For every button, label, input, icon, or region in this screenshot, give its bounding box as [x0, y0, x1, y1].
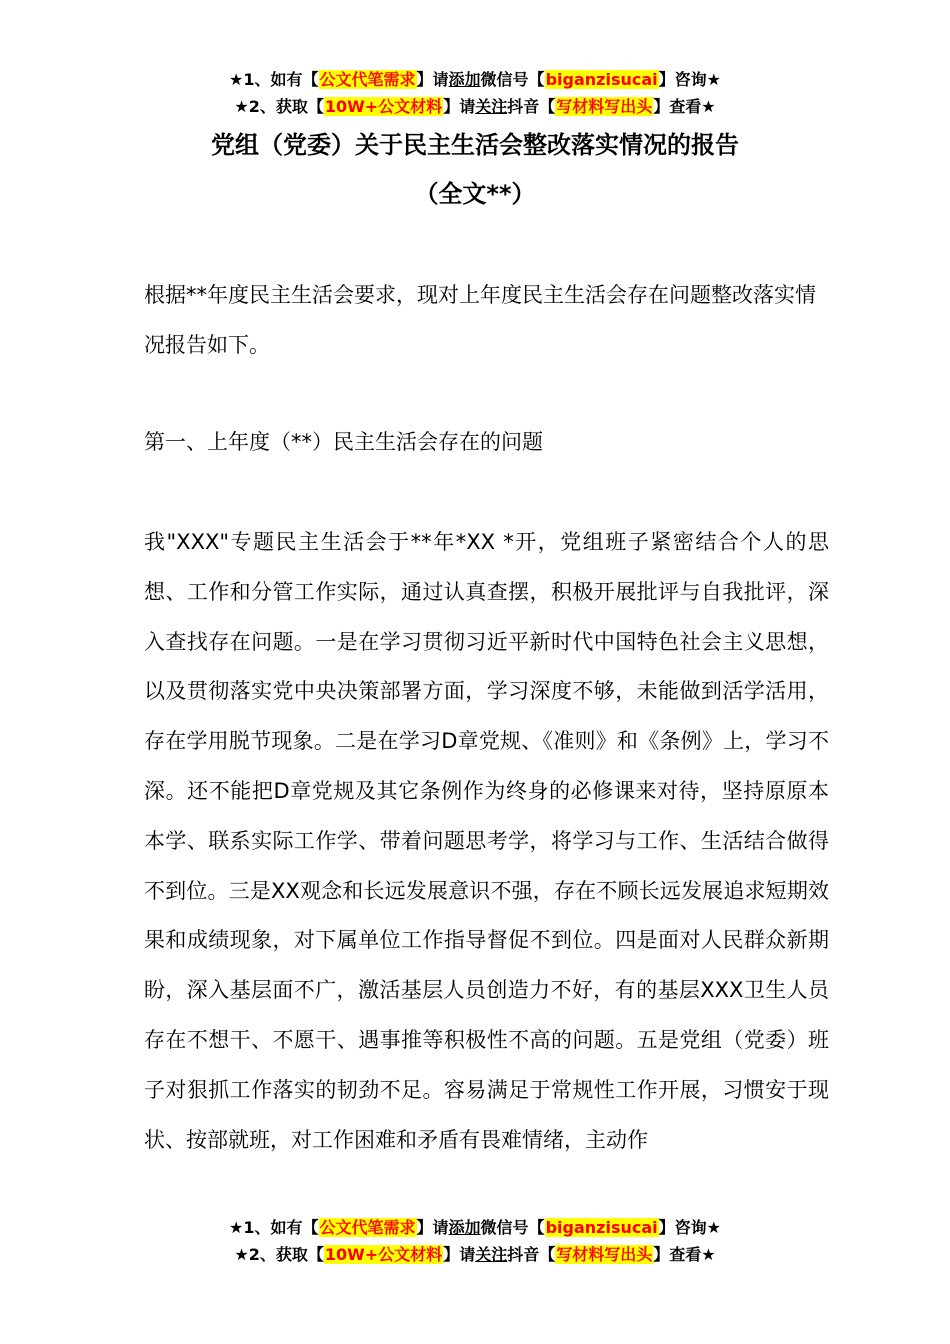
promo-line-2: [0, 93, 950, 120]
promo-text: ★2、获取【: [234, 1245, 324, 1264]
promo-line-1: [0, 1214, 950, 1241]
promo-text: 】请: [443, 1245, 476, 1264]
promo-text: ★1、如有【: [229, 1218, 319, 1237]
section-heading: 第一、上年度（**）民主生活会存在的问题: [144, 430, 543, 454]
promo-text: 】请: [443, 97, 476, 116]
promo-text: 微信号【: [480, 1218, 545, 1237]
promo-text: 】咨询★: [658, 70, 721, 89]
promo-underline: 添加: [448, 70, 481, 89]
promo-banner-top: [0, 66, 950, 120]
document-subtitle: （全文**）: [414, 180, 536, 208]
promo-text: 微信号【: [480, 70, 545, 89]
document-title: 党组（党委）关于民主生活会整改落实情况的报告: [211, 131, 739, 159]
promo-highlight: 公文代笔需求: [319, 70, 416, 89]
promo-highlight: 10W+公文材料: [324, 97, 443, 116]
promo-highlight: biganzisucai: [545, 70, 658, 89]
promo-underline: 关注: [475, 1245, 508, 1264]
promo-text: 抖音【: [507, 1245, 556, 1264]
promo-text: ★1、如有【: [229, 70, 319, 89]
promo-highlight: 写材料写出头: [556, 1245, 653, 1264]
promo-text: 抖音【: [507, 97, 556, 116]
promo-text: 】请: [416, 1218, 449, 1237]
promo-highlight: biganzisucai: [545, 1218, 658, 1237]
promo-line-2: [0, 1241, 950, 1268]
promo-text: 】咨询★: [658, 1218, 721, 1237]
promo-line-1: [0, 66, 950, 93]
promo-text: 】请: [416, 70, 449, 89]
promo-highlight: 写材料写出头: [556, 97, 653, 116]
promo-underline: 添加: [448, 1218, 481, 1237]
promo-text: ★2、获取【: [234, 97, 324, 116]
promo-highlight: 10W+公文材料: [324, 1245, 443, 1264]
promo-banner-bottom: [0, 1214, 950, 1268]
promo-underline: 关注: [475, 97, 508, 116]
promo-highlight: 公文代笔需求: [319, 1218, 416, 1237]
section-paragraph: 我"XXX"专题民主生活会于**年*XX *开，党组班子紧密结合个人的思想、工作和分管工作实际，通过认真查摆，积极开展批评与自我批评，深入查找存在问题。一是在学习贯彻习近平新时代中国特色社会主义思想，以及贯彻落实党中央决策部署方面，学习深度不够，未能做到活学活用，存在学用脱节现象。二是在学习D章党规、《准则》和《条例》上，学习不深。还不能把D章党规及其它条例作为终身的必修课来对待，坚持原原本本学、联系实际工作学、带着问题思考学，将学习与工作、生活结合做得不到位。三是XX观念和长远发展意识不强，存在不顾长远发展追求短期效果和成绩现象，对下属单位工作指导督促不到位。四是面对人民群众新期盼，深入基层面不广，激活基层人员创造力不好，有的基层XXX卫生人员存在不想干、不愿干、遇事推等积极性不高的问题。五是党组（党委）班子对狠抓工作落实的韧劲不足。容易满足于常规性工作开展，习惯安于现状、按部就班，对工作困难和矛盾有畏难情绪，主动作: [144, 530, 829, 1152]
promo-text: 】查看★: [653, 97, 716, 116]
promo-text: 】查看★: [653, 1245, 716, 1264]
intro-paragraph: 根据**年度民主生活会要求，现对上年度民主生活会存在问题整改落实情况报告如下。: [144, 283, 816, 357]
